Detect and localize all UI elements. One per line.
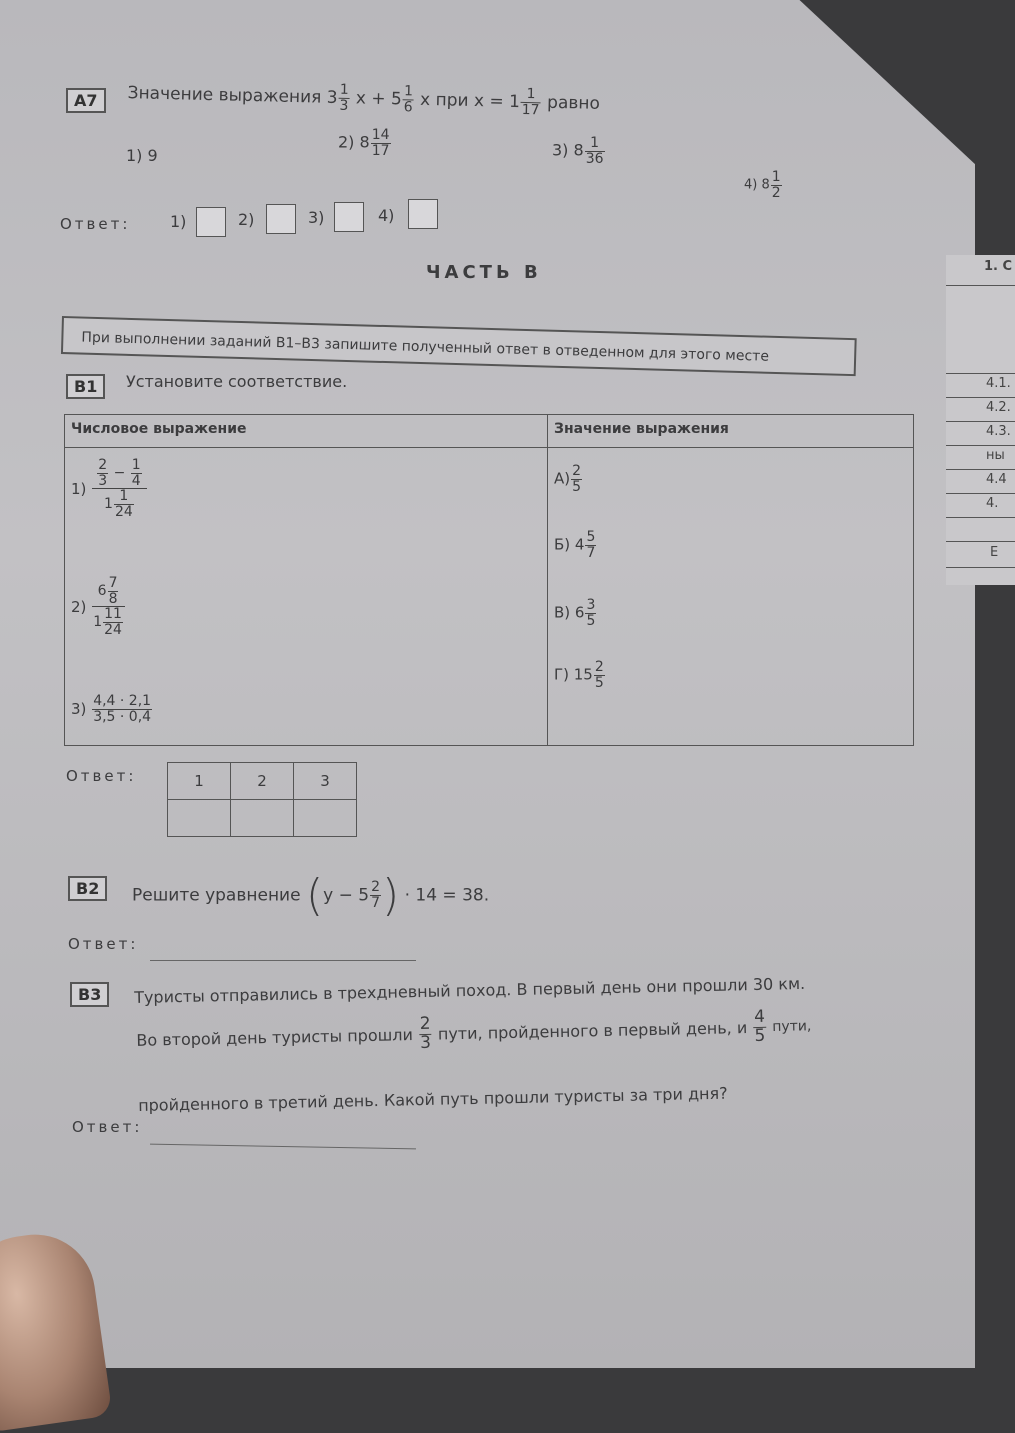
- task-tag-b2: В2: [68, 876, 107, 901]
- a7-box-label-2: 2): [238, 210, 255, 229]
- instructions-banner: При выполнении заданий В1–В3 запишите полученный ответ в отведенном для этого месте: [61, 316, 857, 376]
- a7-option-1: 1) 9: [126, 146, 158, 165]
- b1-answer-label: Ответ:: [66, 767, 137, 785]
- a7-answer-box-1[interactable]: [196, 207, 226, 237]
- matching-table: [64, 414, 914, 746]
- b3-line-1: Туристы отправились в трехдневный поход. В первый день они прошли 30 км.: [134, 973, 806, 1007]
- expressions-cell: [65, 448, 548, 746]
- task-tag-a7: A7: [66, 88, 106, 113]
- answer-cell-2[interactable]: [231, 800, 294, 837]
- b3-answer-label: Ответ:: [72, 1118, 143, 1136]
- fraction: $\frac{1}{36}$: [585, 135, 604, 167]
- b1-answer-grid: [167, 762, 357, 837]
- a7-box-label-3: 3): [308, 208, 325, 227]
- answer-col-header: 1: [168, 763, 231, 800]
- answer-cell-1[interactable]: [168, 800, 231, 837]
- b2-answer-label: Ответ:: [68, 935, 139, 953]
- a7-answer-box-2[interactable]: [266, 204, 296, 234]
- task-tag-b1: В1: [66, 374, 105, 399]
- part-b-heading: ЧАСТЬ В: [426, 262, 542, 283]
- a7-box-label-1: 1): [170, 212, 187, 231]
- expression-1: 1) $\frac{2}{3}$ − $\frac{1}{4}$ 1 $\frac{1}{24}$: [71, 458, 148, 520]
- b1-title: Установите соответствие.: [126, 372, 348, 391]
- col-header-value: Значение выражения: [548, 415, 914, 448]
- fraction: $\frac{1}{17}$: [521, 86, 540, 119]
- value-a: А) $\frac{2}{5}$: [554, 463, 582, 495]
- a7-answer-label: Ответ:: [60, 215, 131, 233]
- b3-line-2: Во второй день туристы прошли $\frac{2}{3}$ пути, пройденного в первый день, и $\frac{4}{5}$ пути,: [136, 1006, 812, 1053]
- side-heading: 1. С: [984, 259, 1013, 274]
- col-header-expression: Числовое выражение: [65, 415, 548, 448]
- side-row: 4.2.: [986, 400, 1011, 415]
- a7-box-label-4: 4): [378, 206, 395, 225]
- answer-cell-3[interactable]: [294, 800, 357, 837]
- value-c: В) 6 $\frac{3}{5}$: [554, 597, 596, 629]
- fraction: $\frac{2}{7}$: [371, 879, 381, 911]
- b2-answer-line[interactable]: [150, 960, 416, 961]
- a7-option-3: 3) 8 $\frac{1}{36}$: [552, 135, 604, 167]
- side-row: Е: [990, 545, 999, 560]
- a7-option-2: 2) 8 $\frac{14}{17}$: [338, 127, 390, 159]
- a7-mid2: x при x = 1: [419, 89, 521, 113]
- fraction: $\frac{14}{17}$: [371, 127, 390, 159]
- expression-3: 3) $\frac{4,4 \cdot 2,1}{3,5 \cdot 0,4}$: [71, 693, 152, 725]
- a7-option-4: 4) 8 $\frac{1}{2}$: [744, 169, 781, 201]
- answer-col-header: 2: [231, 763, 294, 800]
- value-d: Г) 15 $\frac{2}{5}$: [554, 659, 604, 691]
- task-tag-b3: В3: [70, 982, 109, 1007]
- value-b: Б) 4 $\frac{5}{7}$: [554, 529, 596, 561]
- adjacent-page: [946, 255, 1015, 585]
- a7-answer-box-3[interactable]: [334, 202, 364, 232]
- side-row: ны: [986, 448, 1005, 463]
- fraction: $\frac{4}{5}$: [753, 1006, 766, 1046]
- a7-prefix: Значение выражения 3: [127, 83, 338, 108]
- values-cell: [548, 448, 914, 746]
- a7-mid1: x + 5: [355, 88, 403, 110]
- answer-col-header: 3: [294, 763, 357, 800]
- fraction: $\frac{1}{6}$: [403, 83, 414, 116]
- side-row: 4.4: [986, 472, 1007, 487]
- a7-suffix: равно: [546, 92, 601, 114]
- fraction: $\frac{1}{2}$: [771, 169, 781, 201]
- side-row: 4.: [986, 496, 999, 511]
- side-row: 4.1.: [986, 376, 1011, 391]
- b3-line-3: пройденного в третий день. Какой путь прошли туристы за три дня?: [138, 1083, 728, 1115]
- fraction: $\frac{1}{3}$: [339, 81, 349, 114]
- expression-2: 2) 6 $\frac{7}{8}$ 1 $\frac{11}{24}$: [71, 576, 126, 638]
- fraction: $\frac{2}{3}$: [419, 1013, 432, 1053]
- b2-question: Решите уравнение (y − 5 $\frac{2}{7}$ ) · 14 = 38.: [132, 870, 490, 921]
- side-row: 4.3.: [986, 424, 1011, 439]
- a7-answer-box-4[interactable]: [408, 199, 438, 229]
